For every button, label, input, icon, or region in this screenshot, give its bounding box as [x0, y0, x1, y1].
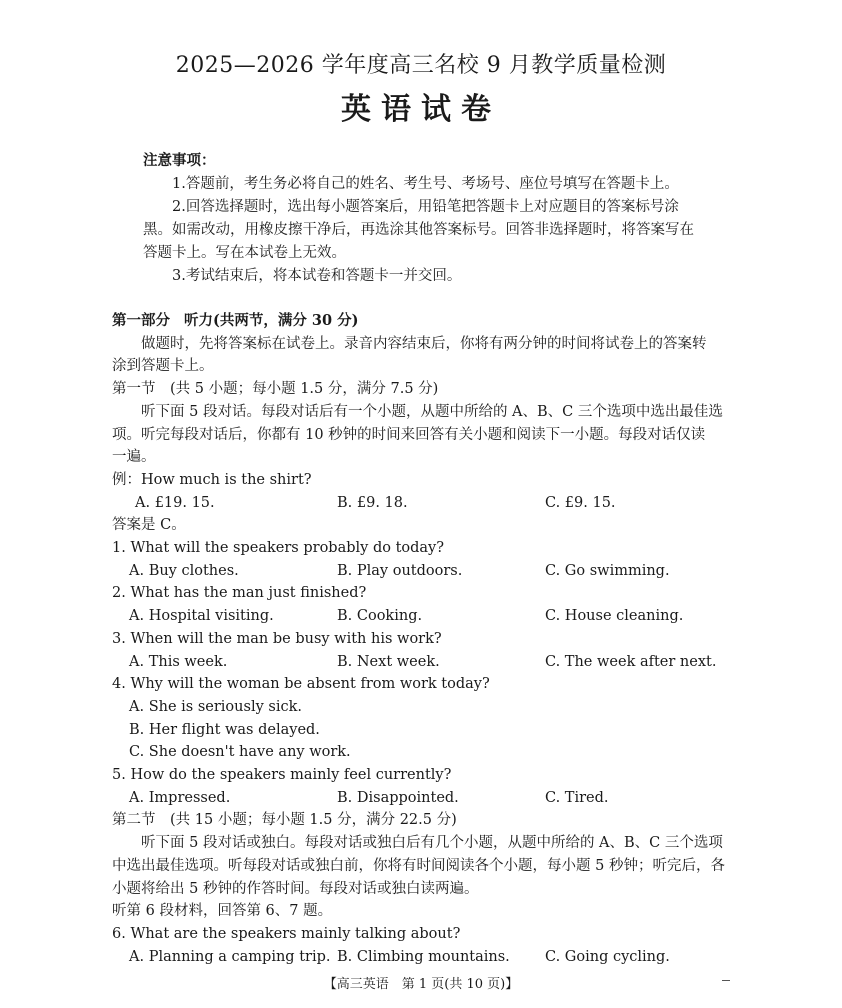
example-answer: 答案是 C。: [112, 517, 186, 534]
part-intro: 涂到答题卡上。: [112, 358, 214, 375]
option-b: B. Play outdoors.: [337, 562, 463, 579]
question-options: [112, 605, 730, 628]
section1-intro: 项。听完每段对话后，你都有 10 秒钟的时间来回答有关小题和阅读下一小题。每段对话仅读: [112, 426, 706, 443]
option-b: B. Next week.: [337, 653, 440, 670]
option-c: C. Going cycling.: [545, 948, 670, 965]
section2-intro: 中选出最佳选项。听每段对话或独白前，你将有时间阅读各个小题，每小题 5 秒钟；听完后，各: [112, 857, 725, 874]
section2-heading: 第二节 (共 15 小题；每小题 1.5 分，满分 22.5 分): [112, 812, 457, 829]
option-a: A. This week.: [129, 653, 228, 670]
option-c: C. Go swimming.: [545, 562, 670, 579]
note-item: 1.答题前，考生务必将自己的姓名、考生号、考场号、座位号填写在答题卡上。: [172, 176, 679, 192]
section1-intro: 一遍。: [112, 449, 156, 466]
option-a: A. She is seriously sick.: [129, 698, 302, 715]
part-heading-number: 第一部分: [112, 312, 170, 329]
page-footer: 【高三英语 第 1 页(共 10 页)】: [323, 977, 519, 992]
notes-heading: 注意事项：: [143, 153, 216, 169]
note-item: 2.回答选择题时，选出每小题答案后，用铅笔把答题卡上对应题目的答案标号涂: [172, 199, 679, 215]
question-options: [112, 651, 730, 674]
note-item: 答题卡上。写在本试卷上无效。: [143, 245, 346, 261]
question: 2. What has the man just finished?: [112, 585, 367, 602]
part-heading: [112, 310, 730, 333]
option-b: B. Cooking.: [337, 608, 423, 625]
section1-intro: 听下面 5 段对话。每段对话后有一个小题，从题中所给的 A、B、C 三个选项中选出最佳选: [141, 403, 723, 420]
exam-subject-title: 英语试卷: [341, 92, 501, 127]
question: 6. What are the speakers mainly talking about?: [112, 925, 461, 942]
material-instruction: 听第 6 段材料，回答第 6、7 题。: [112, 903, 333, 920]
option-c: C. £9. 15.: [545, 494, 616, 511]
exam-title: 2025—2026 学年度高三名校 9 月教学质量检测: [175, 53, 667, 78]
option-c: C. She doesn't have any work.: [129, 744, 351, 761]
listening-part: [112, 310, 730, 968]
option-a: A. Impressed.: [129, 789, 231, 806]
question-options: [112, 787, 730, 810]
note-item: 3.考试结束后，将本试卷和答题卡一并交回。: [172, 268, 462, 284]
part-intro: 做题时，先将答案标在试卷上。录音内容结束后，你将有两分钟的时间将试卷上的答案转: [141, 335, 707, 352]
question: 5. How do the speakers mainly feel currently?: [112, 767, 452, 784]
question-options: [112, 946, 730, 969]
section2-intro: 听下面 5 段对话或独白。每段对话或独白后有几个小题，从题中所给的 A、B、C 三个选项: [141, 835, 723, 852]
section2-intro: 小题将给出 5 秒钟的作答时间。每段对话或独白读两遍。: [112, 880, 479, 897]
question: 3. When will the man be busy with his work?: [112, 630, 442, 647]
option-b: B. Climbing mountains.: [337, 948, 510, 965]
option-a: A. Hospital visiting.: [129, 608, 274, 625]
question: 4. Why will the woman be absent from work today?: [112, 676, 490, 693]
example-options: [112, 492, 730, 515]
option-a: A. Buy clothes.: [129, 562, 239, 579]
option-a: A. Planning a camping trip.: [129, 948, 331, 965]
section1-heading: 第一节 (共 5 小题；每小题 1.5 分，满分 7.5 分): [112, 381, 439, 398]
option-a: A. £19. 15.: [135, 494, 215, 511]
option-b: B. Her flight was delayed.: [129, 721, 320, 738]
example-question: 例：How much is the shirt?: [112, 471, 312, 488]
question: 1. What will the speakers probably do today?: [112, 540, 445, 557]
option-c: C. The week after next.: [545, 653, 717, 670]
option-c: C. Tired.: [545, 789, 609, 806]
option-c: C. House cleaning.: [545, 608, 684, 625]
note-item: 黑。如需改动，用橡皮擦干净后，再选涂其他答案标号。回答非选择题时，将答案写在: [143, 222, 694, 238]
notes-section: [143, 150, 713, 288]
footer-dash: [722, 980, 730, 981]
option-b: B. £9. 18.: [337, 494, 408, 511]
part-heading-text: 听力(共两节，满分 30 分): [184, 312, 359, 329]
question-options: [112, 560, 730, 583]
option-b: B. Disappointed.: [337, 789, 459, 806]
